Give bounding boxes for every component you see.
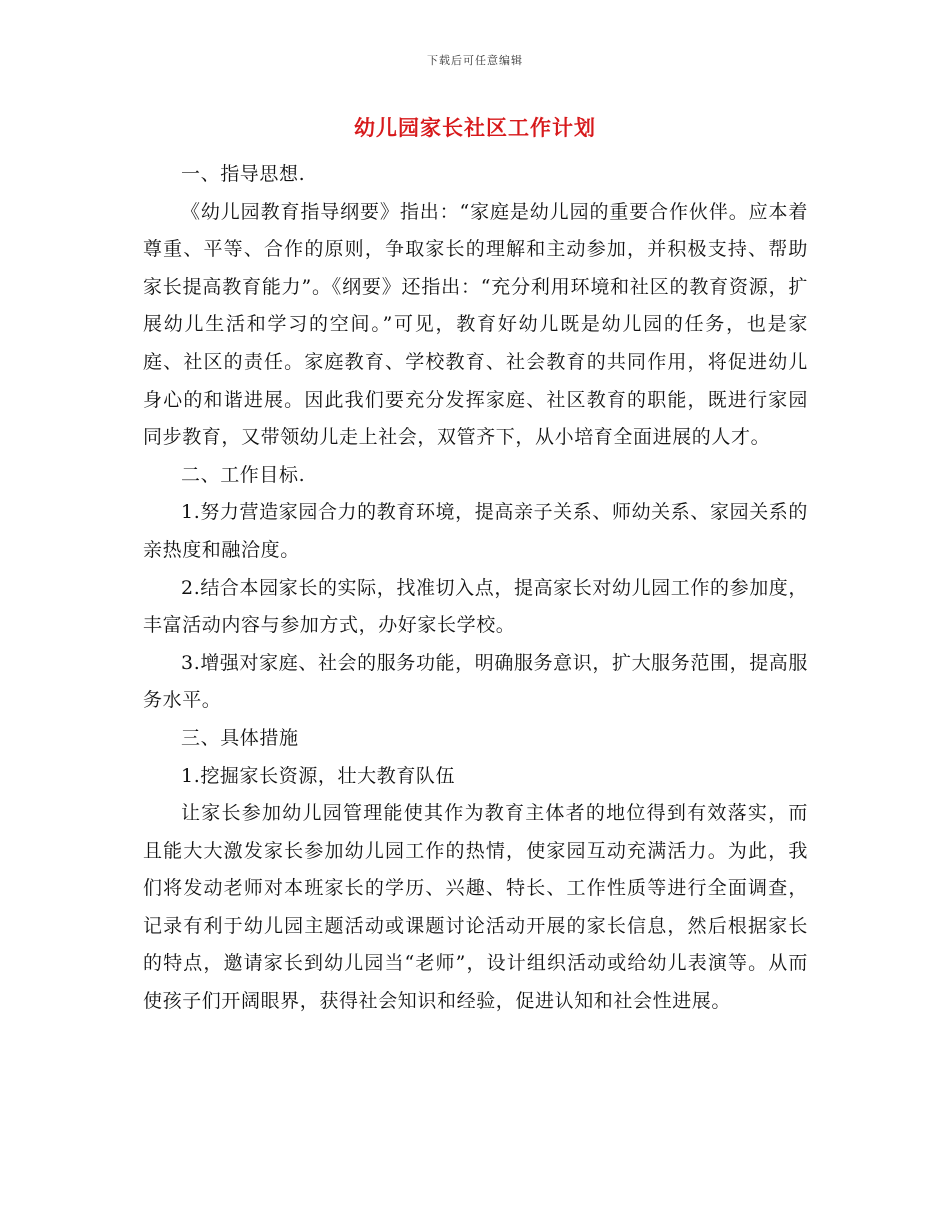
document-title: 幼儿园家长社区工作计划: [354, 115, 596, 140]
paragraph-guiding-ideology: 《幼儿园教育指导纲要》指出：“家庭是幼儿园的重要合作伙伴。应本着尊重、平等、合作的原则，争取家长的理解和主动参加，并积极支持、帮助家长提高教育能力”。《纲要》还指出：“充分利用环境和社区的教育资源，扩展幼儿生活和学习的空间。”可见，教育好幼儿既是幼儿园的任务，也是家庭、社区的责任。家庭教育、学校教育、社会教育的共同作用，将促进幼儿身心的和谐进展。因此我们要充分发挥家庭、社区教育的职能，既进行家园同步教育，又带领幼儿走上社会，双管齐下，从小培育全面进展的人才。: [143, 200, 808, 449]
section-heading-measures: 三、具体措施: [181, 726, 299, 749]
page-header-note: 下载后可任意编辑: [427, 54, 523, 67]
goal-item-1: 1.努力营造家园合力的教育环境，提高亲子关系、师幼关系、家园关系的亲热度和融洽度。: [143, 501, 808, 561]
document-body: [143, 156, 808, 1021]
section-heading-guiding-ideology: 一、指导思想.: [181, 163, 306, 185]
paragraph-measure-1: 让家长参加幼儿园管理能使其作为教育主体者的地位得到有效落实，而且能大大激发家长参加幼儿园工作的热情，使家园互动充满活力。为此，我们将发动老师对本班家长的学历、兴趣、特长、工作性质等进行全面调查，记录有利于幼儿园主题活动或课题讨论活动开展的家长信息，然后根据家长的特点，邀请家长到幼儿园当“老师”，设计组织活动或给幼儿表演等。从而使孩子们开阔眼界，获得社会知识和经验，促进认知和社会性进展。: [143, 802, 808, 1013]
goal-item-2: 2.结合本园家长的实际，找准切入点，提高家长对幼儿园工作的参加度，丰富活动内容与参加方式，办好家长学校。: [143, 576, 808, 637]
measure-heading-1: 1.挖掘家长资源，壮大教育队伍: [181, 764, 456, 787]
goal-item-3: 3.增强对家庭、社会的服务功能，明确服务意识，扩大服务范围，提高服务水平。: [143, 651, 808, 712]
section-heading-work-goals: 二、工作目标.: [181, 463, 306, 486]
